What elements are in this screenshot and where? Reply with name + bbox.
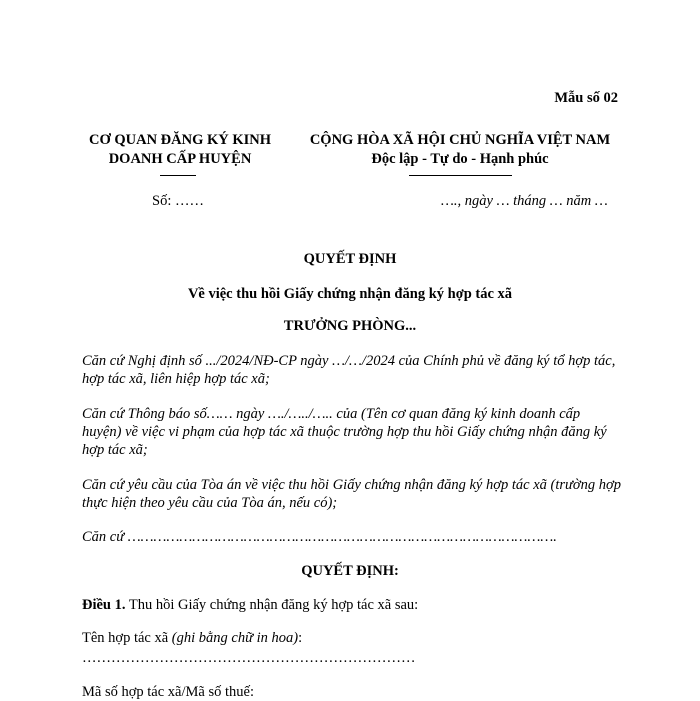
document-date: …., ngày … tháng … năm … [441, 193, 608, 209]
article-1-text: Thu hồi Giấy chứng nhận đăng ký hợp tác xã sau: [125, 597, 419, 613]
agency-header [60, 131, 300, 169]
decision-subject: Về việc thu hồi Giấy chứng nhận đăng ký hợp tác xã [187, 286, 513, 302]
coop-name-fill: …………………………………………………………… [82, 650, 416, 666]
coop-name-line [82, 630, 302, 647]
tax-code-label: Mã số hợp tác xã/Mã số thuế: [82, 684, 254, 700]
article-1 [82, 597, 418, 614]
agency-line-1: CƠ QUAN ĐĂNG KÝ KINH [88, 132, 272, 148]
decides-heading: QUYẾT ĐỊNH: [301, 563, 399, 579]
legal-basis-2: Căn cứ Thông báo số…… ngày …./…../….. của (Tên cơ quan đăng ký kinh doanh cấp huyện) về việc vi phạm của hợp tác xã thuộc trường hợp thu hồi Giấy chứng nhận đăng ký hợp tác xã; [82, 406, 607, 458]
motto: Độc lập - Tự do - Hạnh phúc [371, 151, 549, 167]
agency-line-2: DOANH CẤP HUYỆN [108, 151, 252, 167]
national-header [288, 131, 632, 169]
document-number: Số: …… [152, 193, 204, 209]
nation-line-1: CỘNG HÒA XÃ HỘI CHỦ NGHĨA VIỆT NAM [309, 132, 611, 148]
issuing-authority: TRƯỞNG PHÒNG... [283, 318, 417, 334]
coop-name-label: Tên hợp tác xã [82, 630, 172, 646]
legal-basis-3: Căn cứ yêu cầu của Tòa án về việc thu hồi Giấy chứng nhận đăng ký hợp tác xã (trường hợp thực hiện theo yêu cầu của Tòa án, nếu có); [82, 477, 622, 511]
coop-name-hint: (ghi bằng chữ in hoa) [171, 630, 299, 646]
agency-divider [160, 175, 196, 176]
nation-divider [409, 175, 512, 176]
legal-basis-4: Căn cứ ………………………………………………………………………………………. [82, 529, 557, 545]
legal-basis-1: Căn cứ Nghị định số .../2024/NĐ-CP ngày …/…/2024 của Chính phủ về đăng ký tổ hợp tác, hợp tác xã, liên hiệp hợp tác xã; [82, 353, 616, 387]
article-1-label: Điều 1. [82, 597, 126, 613]
decision-title: QUYẾT ĐỊNH [303, 251, 397, 267]
form-number: Mẫu số 02 [554, 90, 618, 106]
coop-name-colon: : [298, 630, 303, 646]
